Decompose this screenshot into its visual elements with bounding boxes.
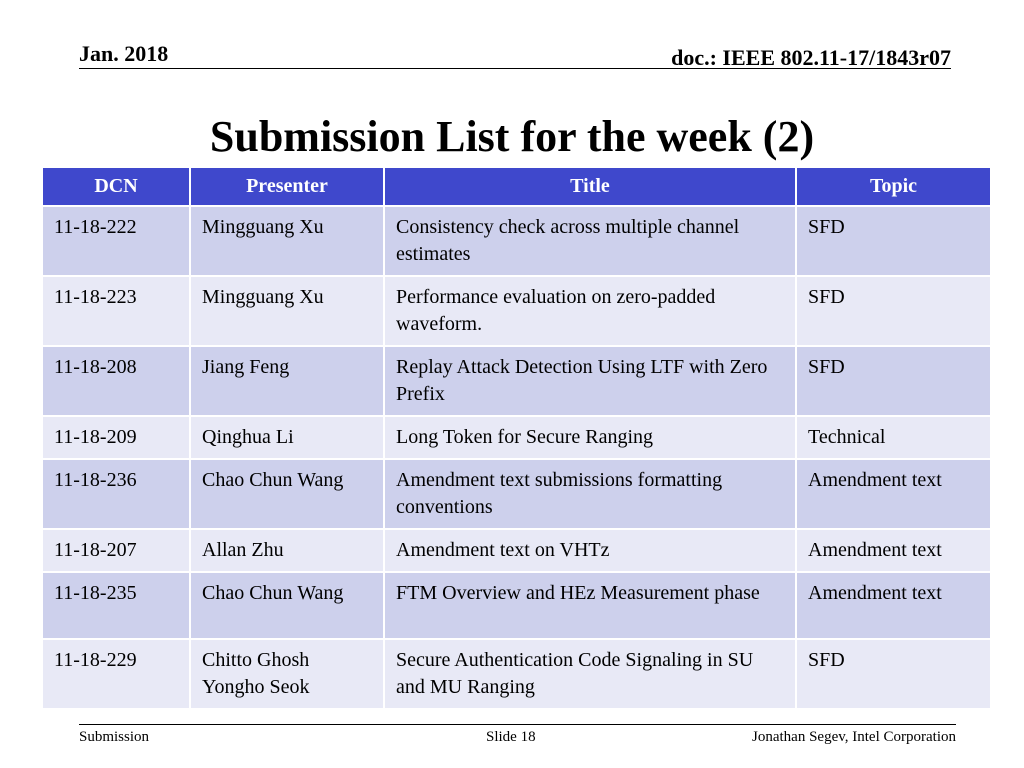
footer-submission-label: Submission (79, 729, 150, 745)
cell-presenter (190, 459, 384, 529)
cell-title: Secure Authentication Code Signaling in SU and MU Ranging (384, 639, 796, 709)
table-row (42, 416, 991, 459)
column-header-dcn: DCN (42, 167, 190, 206)
slide-title: Submission List for the week (2) (209, 112, 815, 161)
presenter-name: Chitto Ghosh (202, 649, 310, 671)
presenter-name: Qinghua Li (202, 426, 294, 448)
presenter-name: Yongho Seok (202, 676, 310, 698)
table-header-row (42, 167, 991, 206)
cell-title: Long Token for Secure Ranging (384, 416, 796, 459)
cell-dcn: 11-18-207 (42, 529, 190, 572)
cell-topic: SFD (796, 206, 991, 276)
cell-dcn: 11-18-229 (42, 639, 190, 709)
cell-presenter (190, 416, 384, 459)
header-date: Jan. 2018 (79, 41, 169, 66)
cell-presenter (190, 529, 384, 572)
cell-presenter (190, 346, 384, 416)
footer-author: Jonathan Segev, Intel Corporation (752, 729, 956, 745)
cell-topic: SFD (796, 639, 991, 709)
cell-topic: Amendment text (796, 572, 991, 639)
cell-title: Amendment text on VHTz (384, 529, 796, 572)
column-header-topic: Topic (796, 167, 991, 206)
column-header-presenter: Presenter (190, 167, 384, 206)
cell-title: Replay Attack Detection Using LTF with Zero Prefix (384, 346, 796, 416)
cell-title: FTM Overview and HEz Measurement phase (384, 572, 796, 639)
presenter-name: Chao Chun Wang (202, 469, 344, 491)
footer-slide-number: Slide 18 (486, 729, 536, 745)
cell-topic: Amendment text (796, 459, 991, 529)
presenter-name: Mingguang Xu (202, 216, 324, 238)
cell-dcn: 11-18-222 (42, 206, 190, 276)
table-row (42, 639, 991, 709)
presenter-name: Jiang Feng (202, 356, 290, 378)
cell-topic: Amendment text (796, 529, 991, 572)
header-divider (79, 68, 951, 69)
table-row (42, 276, 991, 346)
table-row (42, 206, 991, 276)
cell-presenter (190, 276, 384, 346)
table-row (42, 529, 991, 572)
cell-dcn: 11-18-209 (42, 416, 190, 459)
cell-presenter (190, 572, 384, 639)
cell-title: Amendment text submissions formatting conventions (384, 459, 796, 529)
cell-presenter (190, 206, 384, 276)
presenter-name: Allan Zhu (202, 539, 284, 561)
table-row (42, 572, 991, 639)
footer-divider (79, 724, 956, 725)
presenter-name: Chao Chun Wang (202, 582, 344, 604)
cell-dcn: 11-18-223 (42, 276, 190, 346)
cell-topic: SFD (796, 276, 991, 346)
header-doc-id: doc.: IEEE 802.11-17/1843r07 (671, 45, 951, 70)
column-header-title: Title (384, 167, 796, 206)
table-row (42, 459, 991, 529)
cell-dcn: 11-18-208 (42, 346, 190, 416)
presenter-name: Mingguang Xu (202, 286, 324, 308)
cell-dcn: 11-18-235 (42, 572, 190, 639)
cell-title: Consistency check across multiple channel estimates (384, 206, 796, 276)
submission-table (41, 166, 992, 710)
cell-topic: Technical (796, 416, 991, 459)
cell-topic: SFD (796, 346, 991, 416)
cell-title: Performance evaluation on zero-padded waveform. (384, 276, 796, 346)
cell-dcn: 11-18-236 (42, 459, 190, 529)
cell-presenter (190, 639, 384, 709)
table-row (42, 346, 991, 416)
